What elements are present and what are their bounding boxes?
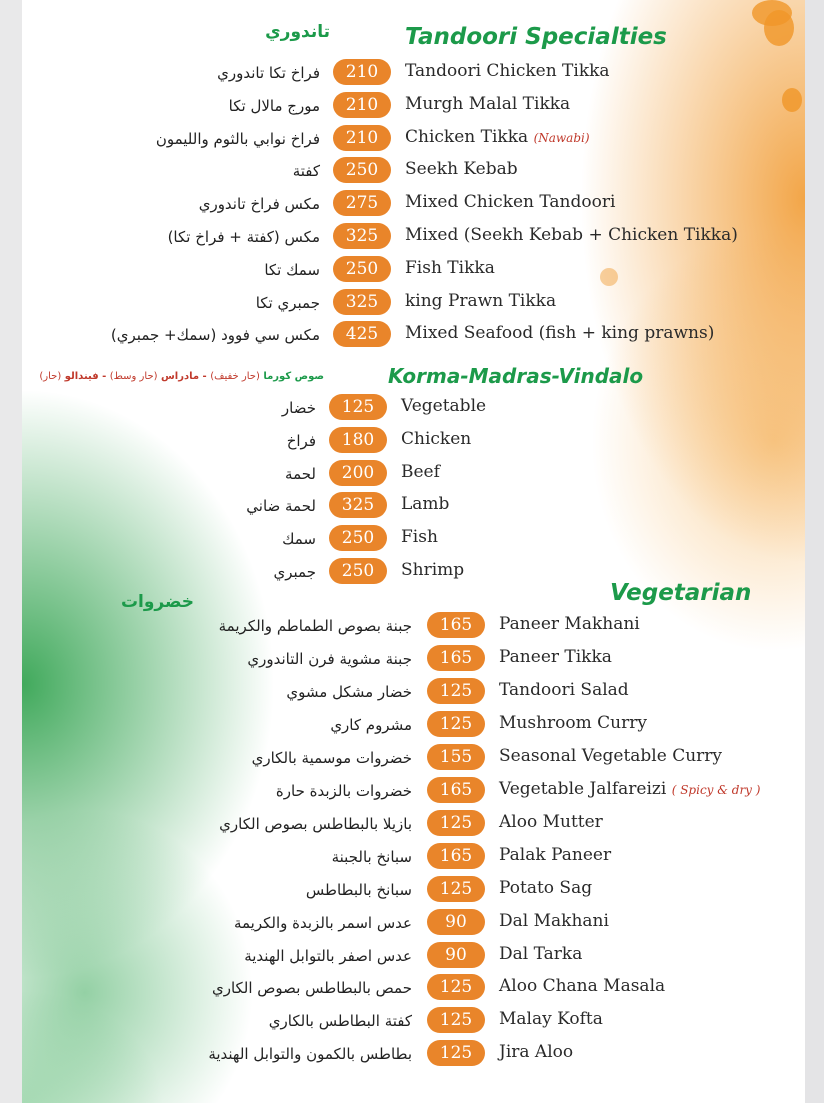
- item-name-en: [401, 527, 438, 547]
- item-note: (Nawabi): [533, 130, 590, 145]
- item-name-en-text: Tandoori Salad: [499, 679, 629, 700]
- item-price-badge: 125: [427, 876, 485, 902]
- item-name-ar: سبانخ بالبطاطس: [305, 880, 412, 899]
- item-price-badge: 90: [427, 909, 485, 935]
- item-name-en-text: Malay Kofta: [499, 1009, 603, 1030]
- korma-ar-hot2: (حار وسط): [109, 371, 158, 382]
- item-price-badge: 250: [329, 558, 387, 584]
- item-price-badge: 165: [427, 645, 485, 671]
- item-name-ar: جمبري تكا: [255, 293, 320, 312]
- item-name-ar: حمص بالبطاطس بصوص الكاري: [211, 979, 412, 998]
- menu-item: [0, 645, 824, 675]
- item-price-badge: 210: [333, 59, 391, 85]
- menu-item: [0, 460, 824, 490]
- menu-item: [0, 974, 824, 1004]
- item-price-badge: 125: [329, 394, 387, 420]
- item-name-en: [405, 323, 714, 343]
- item-name-en: [401, 462, 440, 482]
- item-name-en: [405, 258, 495, 278]
- item-name-en: [499, 911, 609, 931]
- vegetarian-heading-ar: خضروات: [120, 592, 194, 612]
- item-name-en: [405, 127, 590, 147]
- item-price-badge: 325: [329, 492, 387, 518]
- korma-ar-label: صوص كورما: [263, 371, 324, 382]
- item-name-ar: جبنة مشوية فرن التاندوري: [247, 649, 412, 668]
- item-name-ar: مكس (كفتة + فراخ تكا): [167, 228, 320, 246]
- menu-item: [0, 678, 824, 708]
- menu-item: [0, 125, 824, 155]
- item-name-en-text: Chicken: [401, 428, 472, 449]
- item-name-ar: بطاطس بالكمون والتوابل الهندية: [208, 1045, 412, 1064]
- item-name-en-text: Shrimp: [401, 560, 465, 580]
- menu-item: [0, 157, 824, 187]
- item-name-en-text: Chicken Tikka: [405, 126, 529, 147]
- item-name-en-text: Potato Sag: [499, 877, 593, 898]
- item-name-en: [499, 746, 722, 766]
- item-name-en: [499, 812, 603, 832]
- item-price-badge: 155: [427, 744, 485, 770]
- tandoori-heading-ar: تاندوري: [265, 22, 330, 42]
- item-name-en-text: Fish Tikka: [405, 257, 495, 278]
- menu-item: [0, 744, 824, 774]
- item-name-en: [499, 647, 612, 667]
- item-price-badge: 250: [333, 256, 391, 282]
- menu-item: [0, 909, 824, 939]
- item-name-en: [499, 713, 647, 733]
- item-name-en: [405, 192, 615, 212]
- item-name-en: [401, 429, 471, 449]
- item-price-badge: 250: [329, 525, 387, 551]
- menu-item: [0, 810, 824, 840]
- item-name-en: [405, 94, 570, 114]
- korma-ar-hot3: (حار): [39, 371, 62, 382]
- menu-item: [0, 711, 824, 741]
- item-price-badge: 165: [427, 843, 485, 869]
- item-name-en-text: Aloo Mutter: [499, 811, 603, 832]
- menu-item: [0, 92, 824, 122]
- item-name-en: [499, 976, 665, 996]
- item-price-badge: 250: [333, 157, 391, 183]
- item-name-en-text: Paneer Makhani: [499, 614, 640, 634]
- item-name-en-text: Fish: [401, 527, 438, 548]
- item-price-badge: 165: [427, 612, 485, 638]
- tandoori-heading: Tandoori Specialties: [405, 24, 667, 50]
- item-name-en-text: Seekh Kebab: [405, 159, 518, 180]
- item-name-en: [499, 944, 582, 964]
- item-name-en: [499, 845, 611, 865]
- item-name-ar: خضار مشكل مشوي: [286, 682, 412, 701]
- item-name-en-text: Mixed Chicken Tandoori: [405, 192, 616, 213]
- item-name-ar: مكس سي فوود (سمك+ جمبري): [110, 326, 320, 345]
- item-name-en: [401, 396, 486, 416]
- item-name-ar: فراخ نوابي بالثوم والليمون: [155, 129, 320, 148]
- item-name-en-text: Mixed (Seekh Kebab + Chicken Tikka): [405, 225, 738, 245]
- item-name-en: [499, 779, 760, 799]
- menu-item: [0, 876, 824, 906]
- menu-item: [0, 427, 824, 457]
- item-price-badge: 200: [329, 460, 387, 486]
- korma-ar-madras: - مادراس: [157, 371, 207, 382]
- item-name-en-text: Jira Aloo: [499, 1042, 574, 1063]
- item-name-ar: لحمة: [285, 464, 316, 483]
- menu-item: [0, 256, 824, 286]
- menu-item: [0, 525, 824, 555]
- item-name-ar: خضار: [281, 399, 316, 417]
- menu-item: [0, 612, 824, 642]
- korma-ar-hot1: (حار خفيف): [210, 371, 260, 382]
- item-name-en: [499, 614, 640, 634]
- korma-ar-vindalo: - فيندالو: [61, 371, 107, 382]
- item-name-ar: فراخ تكا تاندوري: [217, 64, 320, 82]
- menu-item: [0, 777, 824, 807]
- menu-item: [0, 492, 824, 522]
- item-price-badge: 165: [427, 777, 485, 803]
- menu-item: [0, 1040, 824, 1070]
- item-name-ar: جمبري: [273, 563, 316, 581]
- item-price-badge: 125: [427, 810, 485, 836]
- item-name-en-text: Beef: [401, 461, 440, 482]
- item-price-badge: 125: [427, 678, 485, 704]
- item-name-en: [401, 494, 449, 514]
- item-name-en: [405, 291, 556, 311]
- item-name-en-text: Mixed Seafood (fish + king prawns): [405, 323, 715, 344]
- item-name-en-text: Vegetable: [401, 396, 487, 416]
- menu-item: [0, 942, 824, 972]
- menu-item: [0, 59, 824, 89]
- menu-item: [0, 1007, 824, 1037]
- item-name-ar: سمك تكا: [264, 260, 320, 279]
- item-name-en-text: king Prawn Tikka: [405, 290, 557, 311]
- item-price-badge: 125: [427, 1040, 485, 1066]
- item-note: ( Spicy & dry ): [671, 782, 761, 797]
- item-name-ar: مكس فراخ تاندوري: [198, 195, 320, 214]
- item-name-ar: سمك: [282, 530, 316, 549]
- item-name-ar: فراخ: [286, 431, 316, 450]
- item-name-en: [405, 61, 610, 81]
- item-name-en-text: Vegetable Jalfareizi: [499, 778, 667, 799]
- korma-heading: Korma-Madras-Vindalo: [388, 364, 644, 388]
- item-name-en: [499, 1042, 573, 1062]
- item-price-badge: 210: [333, 92, 391, 118]
- item-name-ar: سبانخ بالجبنة: [331, 847, 412, 866]
- item-name-ar: مورج مالال تكا: [228, 96, 320, 115]
- vegetarian-heading: Vegetarian: [610, 580, 752, 606]
- item-name-en: [499, 878, 592, 898]
- menu-item: [0, 394, 824, 424]
- item-name-ar: لحمة ضاني: [246, 497, 316, 516]
- item-name-ar: كفتة البطاطس بالكاري: [268, 1012, 412, 1031]
- item-price-badge: 325: [333, 223, 391, 249]
- item-name-ar: خضروات بالزبدة حارة: [275, 781, 412, 800]
- item-name-ar: عدس اسمر بالزبدة والكريمة: [233, 913, 412, 932]
- item-name-en-text: Palak Paneer: [499, 844, 612, 865]
- item-name-en-text: Tandoori Chicken Tikka: [405, 61, 610, 81]
- item-name-ar: بازيلا بالبطاطس بصوص الكاري: [219, 814, 412, 833]
- menu-item: [0, 190, 824, 220]
- item-name-en-text: Aloo Chana Masala: [499, 976, 666, 997]
- item-price-badge: 275: [333, 190, 391, 216]
- item-price-badge: 125: [427, 711, 485, 737]
- item-name-ar: مشروم كاري: [330, 715, 412, 734]
- item-name-ar: جبنة بصوص الطماطم والكريمة: [218, 617, 412, 635]
- item-name-ar: كفتة: [292, 162, 320, 181]
- item-name-en-text: Dal Tarka: [499, 943, 583, 964]
- item-name-ar: خضروات موسمية بالكاري: [251, 748, 412, 767]
- item-name-ar: عدس اصفر بالتوابل الهندية: [244, 946, 412, 965]
- item-name-en: [499, 680, 629, 700]
- item-price-badge: 125: [427, 974, 485, 1000]
- item-price-badge: 210: [333, 125, 391, 151]
- item-name-en: [499, 1009, 603, 1029]
- item-price-badge: 180: [329, 427, 387, 453]
- item-price-badge: 425: [333, 321, 391, 347]
- item-name-en-text: Lamb: [401, 494, 450, 515]
- korma-heading-ar: [39, 371, 324, 382]
- item-price-badge: 325: [333, 289, 391, 315]
- item-name-en-text: Murgh Malal Tikka: [405, 93, 571, 114]
- item-name-en: [405, 225, 738, 245]
- item-name-en: [401, 560, 464, 580]
- item-name-en-text: Dal Makhani: [499, 910, 609, 931]
- menu-item: [0, 289, 824, 319]
- item-price-badge: 90: [427, 942, 485, 968]
- item-name-en-text: Seasonal Vegetable Curry: [499, 745, 723, 766]
- item-name-en-text: Paneer Tikka: [499, 646, 612, 667]
- item-name-en: [405, 159, 518, 179]
- item-name-en-text: Mushroom Curry: [499, 712, 647, 733]
- menu-item: [0, 223, 824, 253]
- menu-item: [0, 321, 824, 351]
- menu-item: [0, 843, 824, 873]
- item-price-badge: 125: [427, 1007, 485, 1033]
